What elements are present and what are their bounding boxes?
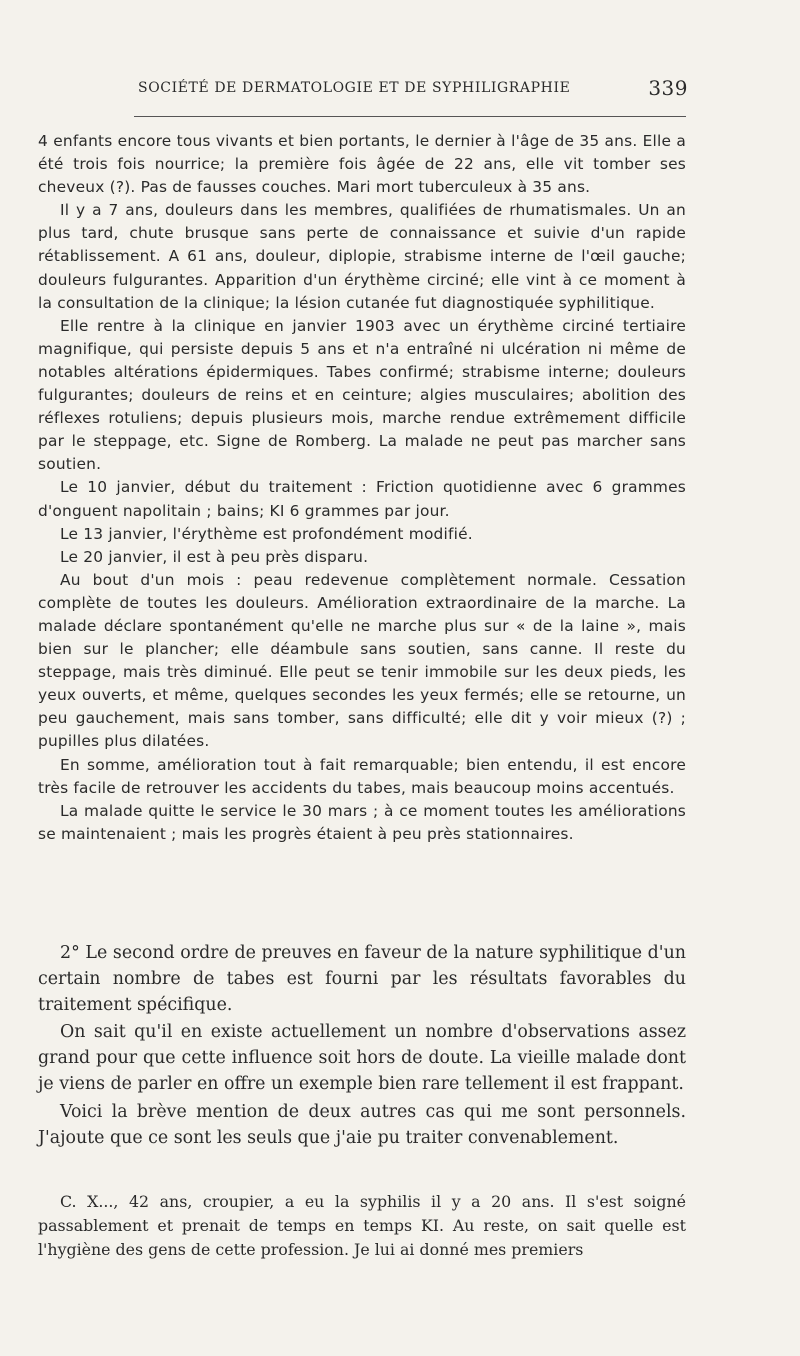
main-argument-text: [38, 941, 686, 1151]
paragraph-admission: Elle rentre à la clinique en janvier 1903 avec un érythème circiné tertiaire magnifique, qui persiste depuis 5 ans et n'a entraîné ni ulcération ni même de notables altérations épidermiques. Tabes confirmé; strabisme interne; douleurs fulgurantes; douleurs de reins et en ceinture; algies musculaires; abolition des réflexes rotuliens; depuis plusieurs mois, marche rendue extrêmement difficile par le steppage, etc. Signe de Romberg. La malade ne peut pas marcher sans soutien.: [38, 316, 686, 474]
page-number: 339: [648, 76, 688, 100]
case-report-text: [38, 130, 686, 846]
paragraph-summary: En somme, amélioration tout à fait remarquable; bien entendu, il est encore très facile de retrouver les accidents du tabes, mais beaucoup moins accentués.: [38, 755, 686, 797]
paragraph-treatment-start: Le 10 janvier, début du traitement : Friction quotidienne avec 6 grammes d'onguent napolitain ; bains; KI 6 grammes par jour.: [38, 478, 686, 520]
paragraph-personal-cases: Voici la brève mention de deux autres cas qui me sont personnels. J'ajoute que ce sont les seuls que j'aie pu traiter convenablement.: [38, 1101, 686, 1148]
case-two-text: [38, 1190, 686, 1262]
paragraph-january-20: Le 20 janvier, il est à peu près disparu.: [60, 547, 369, 566]
paragraph-family-history: 4 enfants encore tous vivants et bien portants, le dernier à l'âge de 35 ans. Elle a été trois fois nourrice; la première fois âgée de 22 ans, elle vit tomber ses cheveux (?). Pas de fausses couches. Mari mort tuberculeux à 35 ans.: [38, 132, 686, 197]
paragraph-onset-history: Il y a 7 ans, douleurs dans les membres, qualifiées de rhumatismales. Un an plus tard, chute brusque sans perte de connaissance et suivie d'un rapide rétablissement. A 61 ans, douleur, diplopie, strabisme interne de l'œil gauche; douleurs fulgurantes. Apparition d'un érythème circiné; elle vint à ce moment à la consultation de la clinique; la lésion cutanée fut diagnostiquée syphilitique.: [38, 201, 686, 312]
paragraph-one-month: Au bout d'un mois : peau redevenue complètement normale. Cessation complète de toutes les douleurs. Amélioration extraordinaire de la marche. La malade déclare spontanément qu'elle ne marche plus sur « de la laine », mais bien sur le plancher; elle déambule sans soutien, sans canne. Il reste du steppage, mais très diminué. Elle peut se tenir immobile sur les deux pieds, les yeux ouverts, et même, quelques secondes les yeux fermés; elle se retourne, un peu gauchement, mais sans tomber, sans difficulté; elle dit y voir mieux (?) ; pupilles plus dilatées.: [38, 570, 686, 751]
paragraph-observations: On sait qu'il en existe actuellement un nombre d'observations assez grand pour que cette influence soit hors de doute. La vieille malade dont je viens de parler en offre un exemple bien rare tellement il est frappant.: [38, 1022, 686, 1094]
paragraph-discharge: La malade quitte le service le 30 mars ; à ce moment toutes les améliorations se maintenaient ; mais les progrès étaient à peu près stationnaires.: [38, 801, 686, 843]
paragraph-case-cx: C. X..., 42 ans, croupier, a eu la syphilis il y a 20 ans. Il s'est soigné passablement et prenait de temps en temps KI. Au reste, on sait quelle est l'hygiène des gens de cette profession. Je lui ai donné mes premiers: [38, 1192, 686, 1259]
running-title: SOCIÉTÉ DE DERMATOLOGIE ET DE SYPHILIGRAPHIE: [138, 80, 571, 96]
header-rule: [134, 116, 686, 117]
paragraph-second-proof: 2° Le second ordre de preuves en faveur de la nature syphilitique d'un certain nombre de tabes est fourni par les résultats favorables du traitement spécifique.: [38, 943, 686, 1015]
paragraph-january-13: Le 13 janvier, l'érythème est profondément modifié.: [60, 524, 473, 543]
running-header: [38, 76, 686, 106]
